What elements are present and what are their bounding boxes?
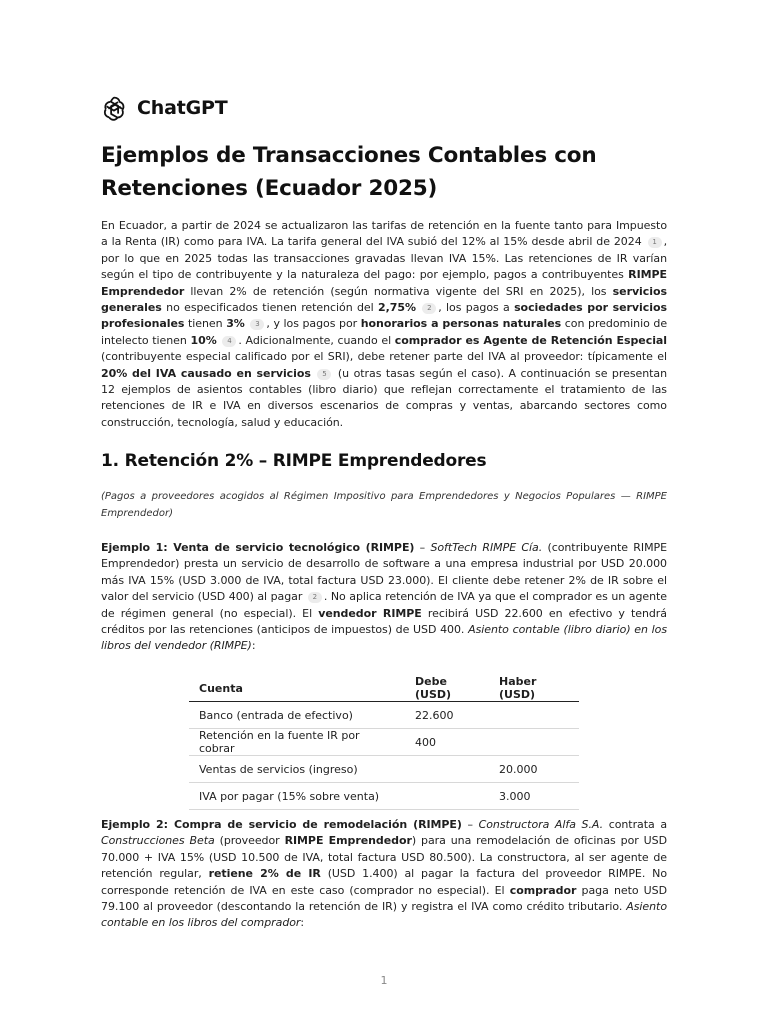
intro-paragraph <box>101 218 667 431</box>
example-label: Ejemplo 1: Venta de servicio tecnológico (RIMPE) <box>101 541 415 554</box>
text-span: , por lo que en 2025 todas las transacciones gravadas llevan IVA 15%. Las retenciones de IR varían según el tipo de contribuyente y la naturaleza del pago: por ejemplo, pagos a contribuyentes <box>101 235 668 282</box>
citation-badge[interactable]: 1 <box>648 237 662 248</box>
column-header: Debe (USD) <box>405 675 489 702</box>
text-span: – <box>414 541 431 554</box>
table-row <box>189 729 579 756</box>
company-name: Construcciones Beta <box>101 834 215 848</box>
openai-logo-icon <box>101 94 128 121</box>
table-row <box>189 783 579 810</box>
text-span: , los pagos a <box>438 301 510 315</box>
table-cell: Retención en la fuente IR por cobrar <box>189 729 405 756</box>
citation-badge[interactable]: 5 <box>317 369 331 380</box>
bold-term: vendedor RIMPE <box>318 606 422 620</box>
text-span: : <box>300 916 305 930</box>
text-span: En Ecuador, a partir de 2024 se actualizaron las tarifas de retención en la fuente tanto para Impuesto a la Renta (IR) como para IVA. La tarifa general del IVA subió del 12% al 15% desde abril de 2024 <box>101 219 667 249</box>
company-name: Constructora Alfa S.A. <box>478 818 604 831</box>
table-cell: 20.000 <box>489 756 579 783</box>
example-1-paragraph <box>101 540 667 655</box>
section-heading: 1. Retención 2% – RIMPE Emprendedores <box>101 451 487 471</box>
example-2-paragraph <box>101 817 667 932</box>
text-span: con predominio de intelecto tienen <box>101 317 668 347</box>
table-cell <box>489 702 579 729</box>
text-span: – <box>461 818 479 831</box>
citation-badge[interactable]: 2 <box>308 592 322 603</box>
table-cell <box>489 729 579 756</box>
table-cell: 3.000 <box>489 783 579 810</box>
bold-term: RIMPE Emprendedor <box>101 268 667 298</box>
table-cell <box>405 756 489 783</box>
brand-name: ChatGPT <box>137 96 228 119</box>
text-span: llevan 2% de retención (según normativa vigente del SRI en 2025), los <box>190 284 607 298</box>
bold-term: 2,75% <box>378 301 416 315</box>
text-span: no especificados tienen retención del <box>166 301 374 315</box>
text-span: (proveedor <box>219 834 280 848</box>
text-span: . Adicionalmente, cuando el <box>238 333 392 347</box>
bold-term: RIMPE Emprendedor <box>284 834 412 848</box>
text-span: ) para una remodelación de oficinas por USD 70.000 + IVA 15% (USD 10.500 de IVA, total factura USD 80.500). La constructora, al ser agente de retención regular, <box>101 834 667 881</box>
table-cell: IVA por pagar (15% sobre venta) <box>189 783 405 810</box>
section-note: (Pagos a proveedores acogidos al Régimen Impositivo para Emprendedores y Negocios Populares — RIMPE Emprendedor) <box>101 491 667 519</box>
table-row <box>189 756 579 783</box>
bold-term: 20% del IVA causado en servicios <box>101 366 311 380</box>
table-cell: Banco (entrada de efectivo) <box>189 702 405 729</box>
italic-text: Asiento contable (libro diario) en los libros del vendedor (RIMPE) <box>101 623 667 653</box>
bold-term: 10% <box>190 333 217 347</box>
table-cell <box>405 783 489 810</box>
bold-term: honorarios a personas naturales <box>360 317 562 331</box>
citation-badge[interactable]: 3 <box>250 319 264 330</box>
bold-term: 3% <box>226 317 245 331</box>
bold-term: comprador <box>509 883 577 897</box>
text-span: (USD 1.400) al pagar la factura del proveedor RIMPE. No corresponde retención de IVA en este caso (comprador no especial). El <box>101 867 668 897</box>
bold-term: comprador es Agente de Retención Especial <box>394 333 668 347</box>
example-label: Ejemplo 2: Compra de servicio de remodelación (RIMPE) <box>101 818 462 831</box>
bold-term: servicios generales <box>101 284 667 315</box>
table-cell: Ventas de servicios (ingreso) <box>189 756 405 783</box>
table-cell: 400 <box>405 729 489 756</box>
bold-term: retiene 2% de IR <box>208 867 321 881</box>
text-span: : <box>251 639 256 653</box>
text-span: . No aplica retención de IVA ya que el comprador es un agente de régimen general (no especial). El <box>101 590 667 620</box>
text-span: (contribuyente especial calificado por el SRI), debe retener parte del IVA al proveedor: típicamente el <box>101 350 667 364</box>
page-number: 1 <box>380 974 388 987</box>
text-span: , y los pagos por <box>266 317 358 331</box>
text-span: contrata a <box>608 818 668 831</box>
table-row <box>189 702 579 729</box>
document-title: Ejemplos de Transacciones Contables con Retenciones (Ecuador 2025) <box>101 143 597 201</box>
text-span: (contribuyente RIMPE Emprendedor) presta un servicio de desarrollo de software a una empresa industrial por USD 20.000 más IVA 15% (USD 3.000 de IVA, total factura USD 23.000). El cliente debe retener 2% de IR sobre el valor del servicio (USD 400) al pagar <box>101 541 667 604</box>
text-span: tienen <box>188 317 223 331</box>
column-header: Cuenta <box>189 675 405 702</box>
bold-term: sociedades por servicios profesionales <box>101 301 667 331</box>
table-header-row <box>189 675 579 702</box>
citation-badge[interactable]: 4 <box>222 336 236 347</box>
column-header: Haber (USD) <box>489 675 579 702</box>
table-cell: 22.600 <box>405 702 489 729</box>
text-span: recibirá USD 22.600 en efectivo y tendrá créditos por las retenciones (anticipos de impuestos) de USD 400. <box>101 606 667 637</box>
italic-text: Asiento contable en los libros del comprador <box>101 900 667 930</box>
citation-badge[interactable]: 2 <box>422 303 436 314</box>
company-name: SoftTech RIMPE Cía. <box>430 541 543 554</box>
text-span: paga neto USD 79.100 al proveedor (descontando la retención de IR) y registra el IVA como crédito tributario. <box>101 883 668 914</box>
text-span: (u otras tasas según el caso). A continuación se presentan 12 ejemplos de asientos contables (libro diario) que reflejan correctamente el tratamiento de las retenciones de IR e IVA en diversos escenarios de compras y ventas, abarcando sectores como construcción, tecnología, salud y educación. <box>101 366 668 429</box>
journal-entry-table <box>189 675 579 810</box>
brand-header <box>101 94 227 121</box>
